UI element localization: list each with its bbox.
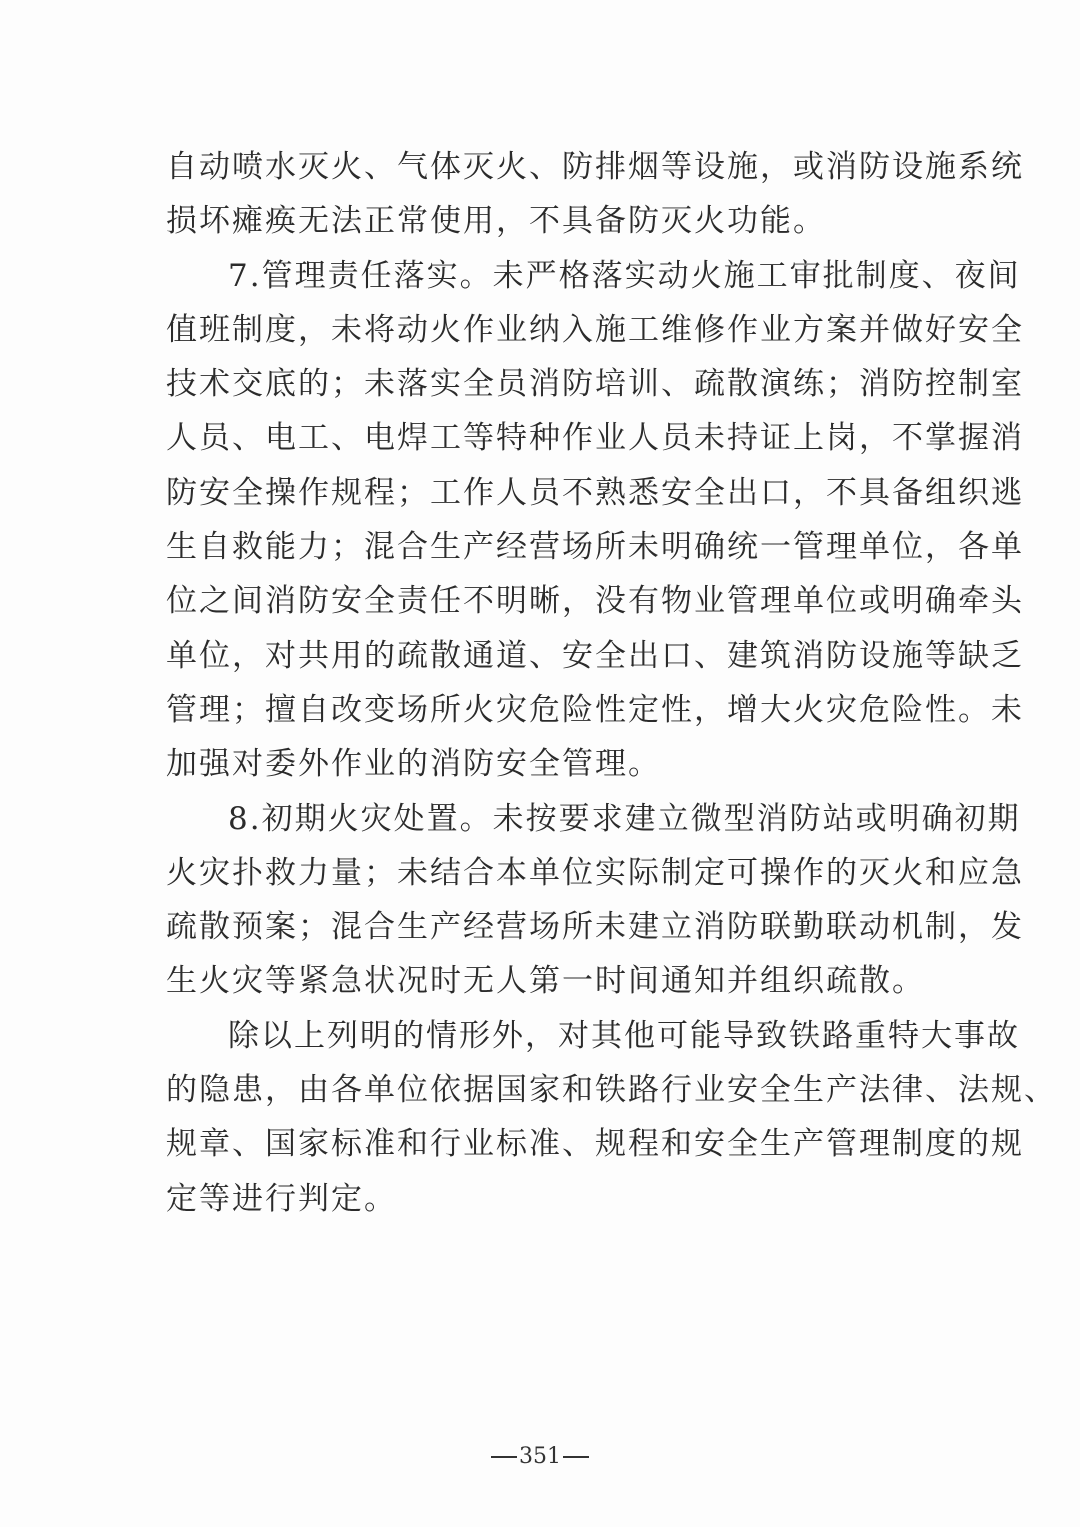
- text-line: 的隐患，由各单位依据国家和铁路行业安全生产法律、法规、: [166, 1072, 1057, 1109]
- paragraph-start-line: 除以上列明的情形外，对其他可能导致铁路重特大事故: [228, 1017, 1020, 1054]
- text-line: 定等进行判定。: [166, 1180, 397, 1217]
- page-number: 351: [519, 1444, 561, 1469]
- text-line: 生火灾等紧急状况时无人第一时间通知并组织疏散。: [166, 963, 925, 1000]
- text-line: 单位，对共用的疏散通道、安全出口、建筑消防设施等缺乏: [166, 637, 1024, 674]
- text-line: 防安全操作规程；工作人员不熟悉安全出口，不具备组织逃: [166, 474, 1024, 511]
- page-footer: [0, 1442, 1080, 1472]
- section-heading-line: 7.管理责任落实。未严格落实动火施工审批制度、夜间: [228, 257, 1021, 294]
- section-heading-line: 8.初期火灾处置。未按要求建立微型消防站或明确初期: [228, 800, 1021, 837]
- text-line: 加强对委外作业的消防安全管理。: [166, 746, 661, 783]
- body-text: [166, 140, 1057, 1226]
- text-line: 位之间消防安全责任不明晰，没有物业管理单位或明确牵头: [166, 583, 1024, 620]
- dash-right: [563, 1456, 589, 1458]
- text-line: 管理；擅自改变场所火灾危险性定性，增大火灾危险性。未: [166, 691, 1024, 728]
- text-line: 规章、国家标准和行业标准、规程和安全生产管理制度的规: [166, 1126, 1024, 1163]
- text-line: 疏散预案；混合生产经营场所未建立消防联勤联动机制，发: [166, 909, 1024, 946]
- text-line: 值班制度，未将动火作业纳入施工维修作业方案并做好安全: [166, 311, 1024, 348]
- text-line: 火灾扑救力量；未结合本单位实际制定可操作的灭火和应急: [166, 854, 1024, 891]
- text-line: 技术交底的；未落实全员消防培训、疏散演练；消防控制室: [166, 366, 1024, 403]
- text-line: 损坏瘫痪无法正常使用，不具备防灭火功能。: [166, 203, 826, 240]
- text-line: 生自救能力；混合生产经营场所未明确统一管理单位，各单: [166, 529, 1024, 566]
- text-line: 自动喷水灭火、气体灭火、防排烟等设施，或消防设施系统: [166, 149, 1024, 185]
- dash-left: [491, 1456, 517, 1458]
- text-line: 人员、电工、电焊工等特种作业人员未持证上岗，不掌握消: [166, 420, 1024, 457]
